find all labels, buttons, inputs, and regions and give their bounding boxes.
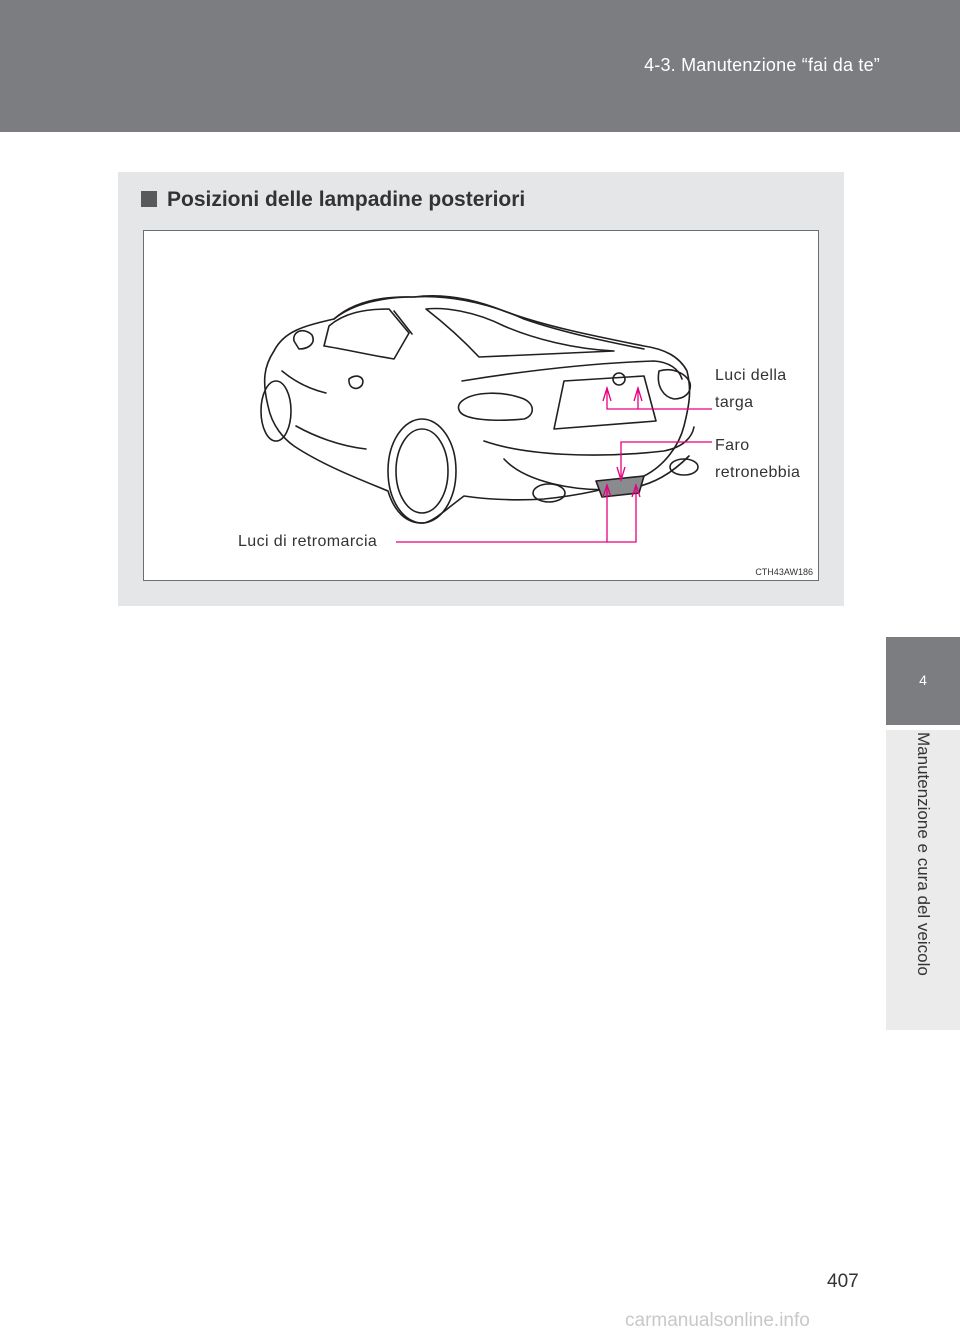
- info-box: [118, 172, 844, 606]
- square-bullet-icon: [141, 191, 157, 207]
- car-rear-illustration: [143, 230, 819, 581]
- license-plate-light-label: [715, 362, 787, 416]
- license-plate-label-line1: Luci della: [715, 367, 787, 384]
- fog-light-label-line2: retronebbia: [715, 464, 801, 481]
- box-title: [141, 188, 525, 212]
- chapter-label: Manutenzione e cura del veicolo: [914, 732, 933, 976]
- header-bar: [0, 0, 960, 132]
- fog-light-label-line1: Faro: [715, 437, 750, 454]
- watermark: carmanualsonline.info: [625, 1310, 810, 1331]
- section-title: 4-3. Manutenzione “fai da te”: [644, 55, 880, 75]
- page-number: 407: [827, 1271, 859, 1292]
- chapter-number: 4: [919, 672, 927, 688]
- chapter-tab-label-area: [886, 730, 960, 1030]
- reverse-light-label: Luci di retromarcia: [238, 533, 378, 550]
- box-title-text: Posizioni delle lampadine posteriori: [167, 188, 526, 211]
- chapter-tab: [886, 637, 960, 725]
- license-plate-label-line2: targa: [715, 394, 754, 411]
- figure-code: CTH43AW186: [755, 567, 813, 577]
- fog-light-label: [715, 432, 800, 486]
